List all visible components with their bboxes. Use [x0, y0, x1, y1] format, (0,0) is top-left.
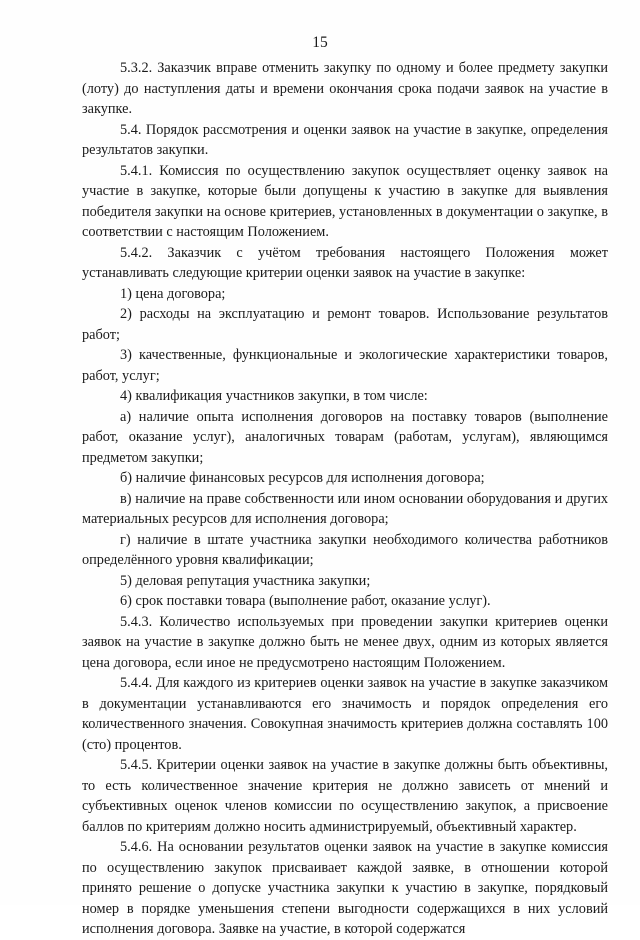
- page-number: 15: [312, 34, 328, 51]
- paragraph-5-4: 5.4. Порядок рассмотрения и оценки заявок на участие в закупке, определения результатов закупки.: [82, 121, 608, 158]
- list-item-1: 1) цена договора;: [120, 285, 226, 302]
- paragraph-5-4-6: 5.4.6. На основании результатов оценки заявок на участие в закупке комиссия по осуществлению закупок присваивает каждой заявке, в отношении которой принято решение о допуске участника закупки к участию в закупке, порядковый номер в порядке уменьшения степени выгодности содержащихся в них условий исполнения договора. Заявке на участие, в которой содержатся: [82, 839, 608, 937]
- list-item-3: 3) качественные, функциональные и экологические характеристики товаров, работ, услуг;: [82, 347, 608, 384]
- list-item-5: 5) деловая репутация участника закупки;: [120, 572, 371, 589]
- paragraph-5-3-2: 5.3.2. Заказчик вправе отменить закупку по одному и более предмету закупки (лоту) до наступления даты и времени окончания срока подачи заявок на участие в закупке.: [82, 60, 608, 117]
- list-item-4v: в) наличие на праве собственности или ином основании оборудования и других материальных ресурсов для исполнения договора;: [82, 490, 608, 527]
- document-body: [82, 58, 608, 940]
- list-item-4a: а) наличие опыта исполнения договоров на поставку товаров (выполнение работ, оказание услуг), аналогичных товарам (работам, услугам), являющимся предметом закупки;: [82, 408, 608, 466]
- paragraph-5-4-1: 5.4.1. Комиссия по осуществлению закупок осуществляет оценку заявок на участие в закупке, которые были допущены к участию в закупке для выявления победителя закупки на основе критериев, установленных в документации о закупке, в соответствии с настоящим Положением.: [82, 162, 608, 240]
- paragraph-5-4-5: 5.4.5. Критерии оценки заявок на участие в закупке должны быть объективны, то есть количественное значение критерия не должно зависеть от мнений и субъективных оценок членов комиссии по осуществлению закупок, а присвоение баллов по критериям должно носить администрируемый, объективный характер.: [82, 757, 608, 835]
- paragraph-5-4-2: 5.4.2. Заказчик с учётом требования настоящего Положения может устанавливать следующие критерии оценки заявок на участие в закупке:: [82, 244, 608, 281]
- paragraph-5-4-3: 5.4.3. Количество используемых при проведении закупки критериев оценки заявок на участие в закупке должно быть не менее двух, одним из которых является цена договора, если иное не предусмотрено настоящим Положением.: [82, 613, 608, 671]
- list-item-4g: г) наличие в штате участника закупки необходимого количества работников определённого уровня квалификации;: [82, 531, 608, 568]
- list-item-2: 2) расходы на эксплуатацию и ремонт товаров. Использование результатов работ;: [82, 306, 608, 343]
- paragraph-5-4-4: 5.4.4. Для каждого из критериев оценки заявок на участие в закупке заказчиком в документации устанавливаются его значимость и порядок определения его количественного значения. Совокупная значимость критериев должна составлять 100 (сто) процентов.: [82, 675, 608, 753]
- list-item-6: 6) срок поставки товара (выполнение работ, оказание услуг).: [120, 593, 491, 609]
- list-item-4: 4) квалификация участников закупки, в том числе:: [120, 388, 428, 404]
- list-item-4b: б) наличие финансовых ресурсов для исполнения договора;: [120, 470, 485, 486]
